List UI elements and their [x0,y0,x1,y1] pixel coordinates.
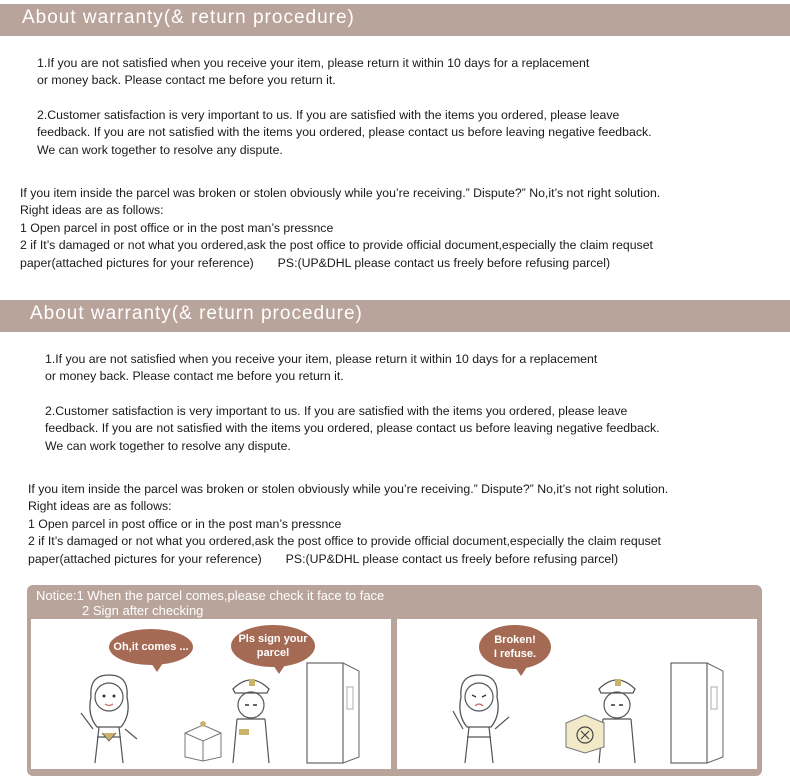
bubble-text: Pls sign your [238,633,308,645]
warranty-paragraph-1c [20,185,660,272]
text-line: 2 if It’s damaged or not what you ordered,ask the post office to provide official document,especially the claim requset [28,534,661,549]
text-line: or money back. Please contact me before you return it. [37,73,336,88]
speech-bubble-girl [109,629,193,665]
warranty-banner-2 [0,300,790,332]
banner-title-2: About warranty(& return procedure) [30,303,363,324]
text-line: Right ideas are as follows: [28,499,172,514]
broken-parcel-icon [562,709,608,755]
parcel-box-icon [181,719,225,763]
door-illustration [667,657,727,767]
speech-bubble-refuse [479,625,551,669]
notice-line-1: Notice:1 When the parcel comes,please check it face to face [36,588,385,603]
warranty-banner-1 [0,4,790,36]
text-line: We can work together to resolve any dispute. [37,142,283,157]
text-line: 2.Customer satisfaction is very important to us. If you are satisfied with the items you ordered, please leave [45,404,628,418]
text-line: paper(attached pictures for your reference) PS:(UP&DHL please contact us freely before refusing parcel) [20,255,611,270]
notice-box [27,585,762,776]
notice-text [36,588,384,618]
notice-line-2: 2 Sign after checking [82,603,204,618]
illustration-panel-receive [31,619,391,769]
text-line: 2.Customer satisfaction is very important to us. If you are satisfied with the items you ordered, please leave [37,108,620,122]
warranty-paragraph-2c [28,481,668,568]
banner-title-1: About warranty(& return procedure) [22,7,355,28]
warranty-paragraph-2a [45,351,597,386]
text-line: feedback. If you are not satisfied with the items you ordered, please contact us before leaving negative feedback. [45,421,660,436]
text-line: 1 Open parcel in post office or in the post man’s pressnce [28,516,342,531]
text-line: If you item inside the parcel was broken or stolen obviously while you’re receiving.” Dispute?” No,it’s not right solution. [20,186,661,200]
illustration-panel-refuse [397,619,757,769]
bubble-text: Broken! [494,634,536,646]
text-line: 1.If you are not satisfied when you receive your item, please return it within 10 days for a replacement [45,352,598,366]
text-line: If you item inside the parcel was broken or stolen obviously while you’re receiving.” Dispute?” No,it’s not right solution. [28,482,669,496]
text-line: 1.If you are not satisfied when you receive your item, please return it within 10 days for a replacement [37,56,590,70]
text-line: Right ideas are as follows: [20,203,164,218]
warranty-paragraph-2b [45,403,660,455]
bubble-text: I refuse. [493,648,537,660]
girl-illustration [439,667,519,767]
warranty-paragraph-1a [37,55,589,90]
girl-illustration [69,667,149,767]
text-line: We can work together to resolve any dispute. [45,438,291,453]
door-illustration [303,657,363,767]
text-line: 1 Open parcel in post office or in the post man’s pressnce [20,220,334,235]
text-line: paper(attached pictures for your reference) PS:(UP&DHL please contact us freely before refusing parcel) [28,551,619,566]
text-line: feedback. If you are not satisfied with the items you ordered, please contact us before leaving negative feedback. [37,125,652,140]
text-line: or money back. Please contact me before you return it. [45,369,344,384]
warranty-paragraph-1b [37,107,652,159]
text-line: 2 if It’s damaged or not what you ordered,ask the post office to provide official document,especially the claim requset [20,238,653,253]
bubble-text: parcel [256,647,290,659]
bubble-text: Oh,it comes ... [113,641,189,653]
